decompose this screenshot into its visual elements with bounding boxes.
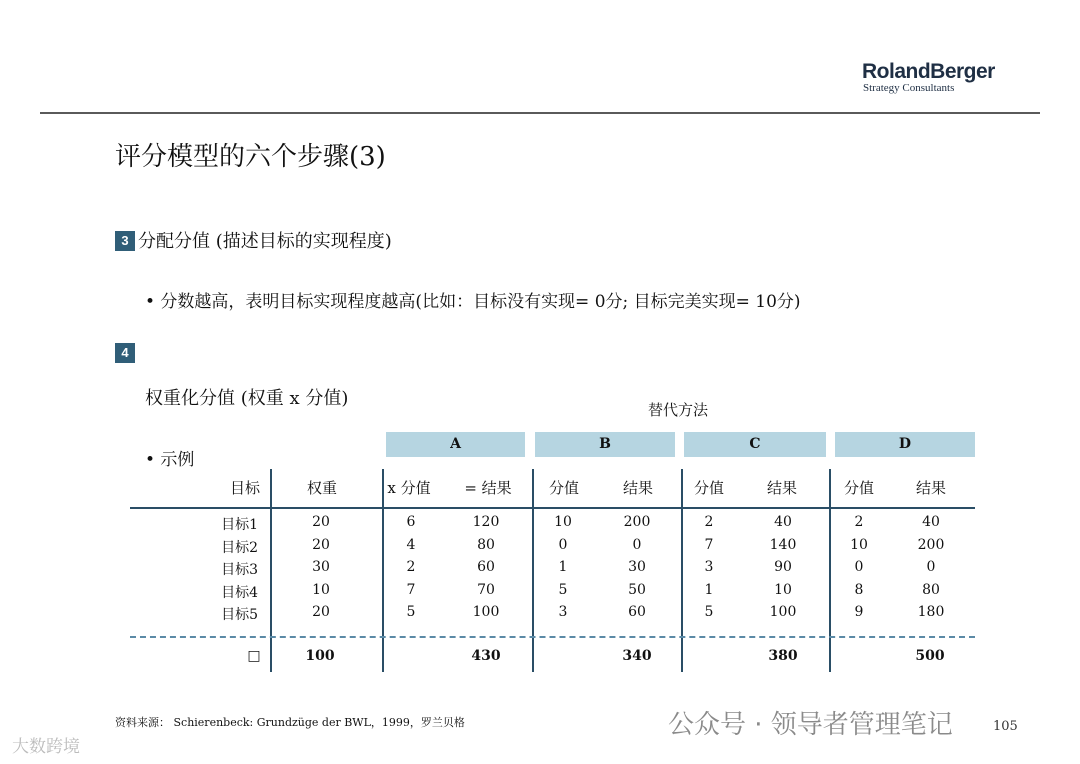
a-result-cell: 100 [472,604,500,620]
watermark-left: 大数跨境 [12,737,80,757]
row-label: 目标3 [221,562,258,578]
c-result-cell: 10 [774,582,792,598]
row-label: 目标4 [221,585,258,601]
weight-cell: 20 [312,604,330,620]
col-header-c-score: 分值 [693,479,724,497]
col-header-d-result: 结果 [915,479,946,497]
a-score-cell: 2 [406,559,416,575]
weight-cell: 20 [312,537,330,553]
a-result-cell: 120 [472,514,500,530]
table-header-rule [130,507,975,509]
a-result-cell: 70 [477,582,495,598]
d-result-cell: 180 [917,604,945,620]
source-note: 资料来源： Schierenbeck: Grundzüge der BWL，1999，罗兰贝格 [115,716,465,729]
section-3-bullet: • 分数越高，表明目标实现程度越高(比如：目标没有实现= 0分; 目标完美实现= 10分) [145,292,801,312]
total-weight: 100 [305,648,335,664]
total-symbol: □ [247,648,261,664]
b-score-cell: 0 [558,537,568,553]
a-result-cell: 60 [477,559,495,575]
col-header-a-result: = 结果 [464,479,512,497]
b-score-cell: 1 [558,559,568,575]
page-title: 评分模型的六个步骤(3) [115,142,386,172]
c-result-cell: 90 [774,559,792,575]
weight-cell: 20 [312,514,330,530]
a-score-cell: 4 [406,537,416,553]
b-result-cell: 0 [632,537,642,553]
d-score-cell: 0 [854,559,864,575]
table-total-rule [130,636,975,638]
b-result-cell: 200 [623,514,651,530]
total-a-result: 430 [471,648,501,664]
brand-tagline: Strategy Consultants [863,82,955,94]
row-label: 目标5 [221,607,258,623]
weight-cell: 30 [312,559,330,575]
c-result-cell: 100 [769,604,797,620]
alt-header-b: B [535,432,675,457]
b-result-cell: 30 [628,559,646,575]
c-result-cell: 40 [774,514,792,530]
header-divider [40,112,1040,114]
col-header-d-score: 分值 [843,479,874,497]
col-header-a-score: x 分值 [387,479,431,497]
col-header-weight: 权重 [306,479,337,497]
example-bullet: • 示例 [145,450,195,470]
alt-header-c: C [684,432,826,457]
d-score-cell: 2 [854,514,864,530]
total-b-result: 340 [622,648,652,664]
d-score-cell: 9 [854,604,864,620]
col-header-b-result: 结果 [622,479,653,497]
b-score-cell: 10 [554,514,572,530]
section-4-heading: 权重化分值 (权重 x 分值) [145,388,349,409]
weight-cell: 10 [312,582,330,598]
row-label: 目标1 [221,517,258,533]
d-score-cell: 8 [854,582,864,598]
section-3-heading: 分配分值 (描述目标的实现程度) [138,231,392,252]
b-score-cell: 3 [558,604,568,620]
b-score-cell: 5 [558,582,568,598]
watermark-right: 公众号 · 领导者管理笔记 [668,710,953,740]
c-score-cell: 7 [704,537,714,553]
total-d-result: 500 [915,648,945,664]
page-number: 105 [993,719,1018,734]
c-score-cell: 1 [704,582,714,598]
c-score-cell: 5 [704,604,714,620]
step-badge-4: 4 [115,343,135,363]
b-result-cell: 50 [628,582,646,598]
c-score-cell: 3 [704,559,714,575]
alternatives-label: 替代方法 [648,401,709,419]
c-score-cell: 2 [704,514,714,530]
col-header-b-score: 分值 [548,479,579,497]
a-score-cell: 5 [406,604,416,620]
col-header-goal: 目标 [229,479,260,497]
c-result-cell: 140 [769,537,797,553]
step-badge-3: 3 [115,231,135,251]
b-result-cell: 60 [628,604,646,620]
a-result-cell: 80 [477,537,495,553]
d-score-cell: 10 [850,537,868,553]
table-divider [270,469,272,672]
a-score-cell: 6 [406,514,416,530]
a-score-cell: 7 [406,582,416,598]
d-result-cell: 40 [922,514,940,530]
alt-header-a: A [386,432,525,457]
d-result-cell: 80 [922,582,940,598]
total-c-result: 380 [768,648,798,664]
col-header-c-result: 结果 [766,479,797,497]
d-result-cell: 200 [917,537,945,553]
brand-logo: RolandBerger [862,60,995,83]
alt-header-d: D [835,432,975,457]
row-label: 目标2 [221,540,258,556]
d-result-cell: 0 [926,559,936,575]
